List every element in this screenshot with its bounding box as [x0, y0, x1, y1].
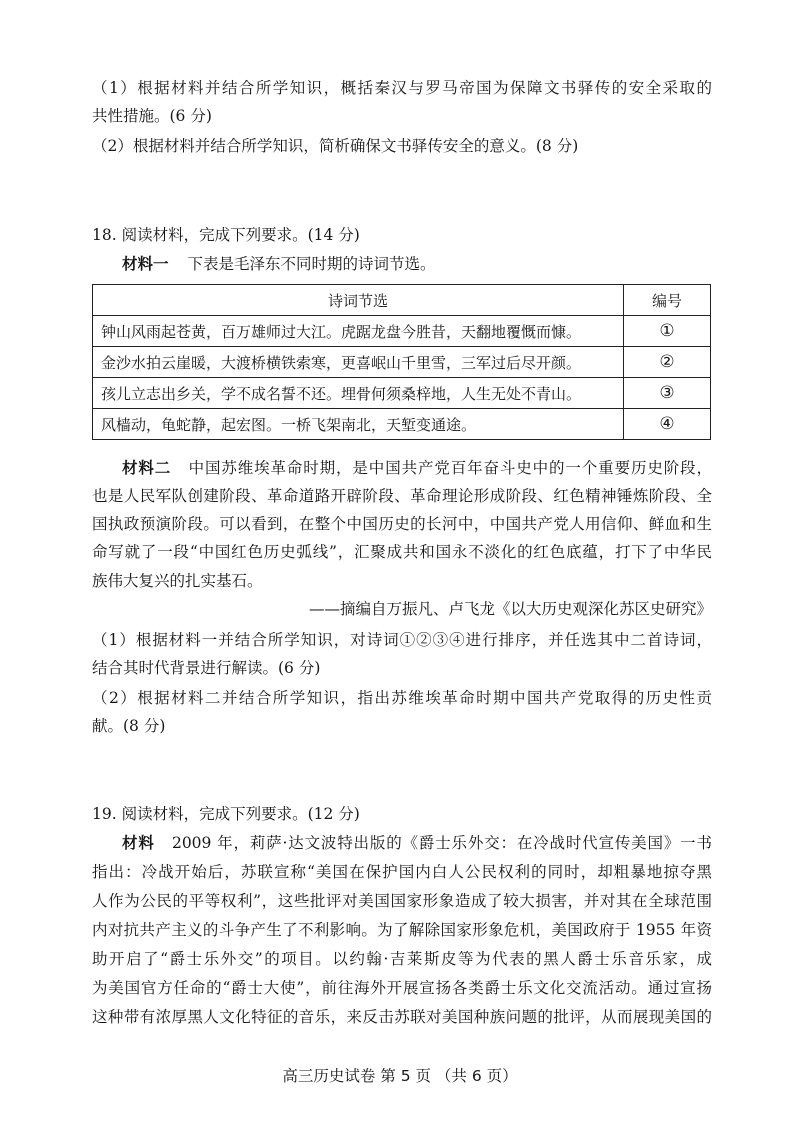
q17-sub1-line1: （1）根据材料并结合所学知识，概括秦汉与罗马帝国为保障文书驿传的安全采取的 [92, 79, 712, 97]
material-label: 材料 [122, 833, 155, 852]
material1-label: 材料一 [122, 254, 169, 273]
q19-line1 [122, 832, 712, 854]
poem-num: ① [624, 316, 711, 347]
poem-text: 金沙水拍云崖暖，大渡桥横铁索寒，更喜岷山千里雪，三军过后尽开颜。 [93, 347, 624, 378]
page-footer: 高三历史试卷 第 5 页 （共 6 页） [282, 1067, 518, 1085]
q19-line7: 这种带有浓厚黑人文化特征的音乐，来反击苏联对美国种族问题的批评，从而展现美国的 [92, 1008, 712, 1026]
q19-line6: 为美国官方任命的“爵士大使”，前往海外开展宣扬各类爵士乐文化交流活动。通过宣扬 [92, 979, 712, 997]
q18-sub2-line1: （2）根据材料二并结合所学知识，指出苏维埃革命时期中国共产党取得的历史性贡 [92, 689, 712, 707]
table-row [93, 347, 711, 378]
q19-line5: 助开启了“爵士乐外交”的项目。以约翰·吉莱斯皮等为代表的黑人爵士乐音乐家，成 [92, 950, 712, 968]
material-text: 2009 年，莉萨·达文波特出版的《爵士乐外交：在冷战时代宣传美国》一书 [171, 834, 712, 852]
q18-sub2-line2: 献。(8 分) [92, 717, 166, 735]
q18-material2-line5: 族伟大复兴的扎实基石。 [92, 572, 263, 590]
q18-title: 18. 阅读材料，完成下列要求。(14 分) [92, 226, 360, 244]
q19-title: 19. 阅读材料，完成下列要求。(12 分) [92, 805, 360, 823]
poem-num: ② [624, 347, 711, 378]
q17-sub1-line2: 共性措施。(6 分) [92, 107, 212, 125]
q18-material2-line4: 命写就了一段“中国红色历史弧线”，汇聚成共和国永不淡化的红色底蕴，打下了中华民 [92, 543, 712, 561]
header-num: 编号 [624, 285, 711, 316]
q18-material2-line1 [122, 457, 712, 479]
material2-label: 材料二 [122, 458, 172, 477]
poem-text: 钟山风雨起苍黄，百万雄师过大江。虎踞龙盘今胜昔，天翻地覆慨而慷。 [93, 316, 624, 347]
poem-num: ③ [624, 378, 711, 409]
poem-text: 孩儿立志出乡关，学不成名誓不还。埋骨何须桑梓地，人生无处不青山。 [93, 378, 624, 409]
material2-text: 中国苏维埃革命时期，是中国共产党百年奋斗史中的一个重要历史阶段， [188, 459, 712, 477]
q17-sub2: （2）根据材料并结合所学知识，简析确保文书驿传安全的意义。(8 分) [92, 137, 579, 155]
table-header-row [93, 285, 711, 316]
q19-line3: 人作为公民的平等权利”，这些批评对美国国家形象造成了较大损害，并对其在全球范围 [92, 892, 712, 910]
header-poem: 诗词节选 [93, 285, 624, 316]
material1-text: 下表是毛泽东不同时期的诗词节选。 [187, 255, 436, 273]
table-row [93, 378, 711, 409]
q18-sub1-line1: （1）根据材料一并结合所学知识，对诗词①②③④进行排序，并任选其中二首诗词， [92, 631, 712, 649]
q18-material1 [122, 253, 435, 275]
q19-line4: 内对抗共产主义的斗争产生了不利影响。为了解除国家形象危机，美国政府于 1955 年资 [92, 921, 712, 939]
q18-material2-line2: 也是人民军队创建阶段、革命道路开辟阶段、革命理论形成阶段、红色精神锤炼阶段、全 [92, 487, 712, 505]
q18-material2-line3: 国执政预演阶段。可以看到，在整个中国历史的长河中，中国共产党人用信仰、鲜血和生 [92, 515, 712, 533]
poem-text: 风樯动，龟蛇静，起宏图。一桥飞架南北，天堑变通途。 [93, 409, 624, 440]
poem-table [92, 284, 711, 440]
q18-material2-source: ——摘编自万振凡、卢飞龙《以大历史观深化苏区史研究》 [308, 600, 712, 618]
poem-num: ④ [624, 409, 711, 440]
q18-sub1-line2: 结合其时代背景进行解读。(6 分) [92, 659, 321, 677]
table-row [93, 409, 711, 440]
table-row [93, 316, 711, 347]
q19-line2: 指出：冷战开始后，苏联宣称“美国在保护国内白人公民权利的同时，却粗暴地掠夺黑 [92, 863, 712, 881]
